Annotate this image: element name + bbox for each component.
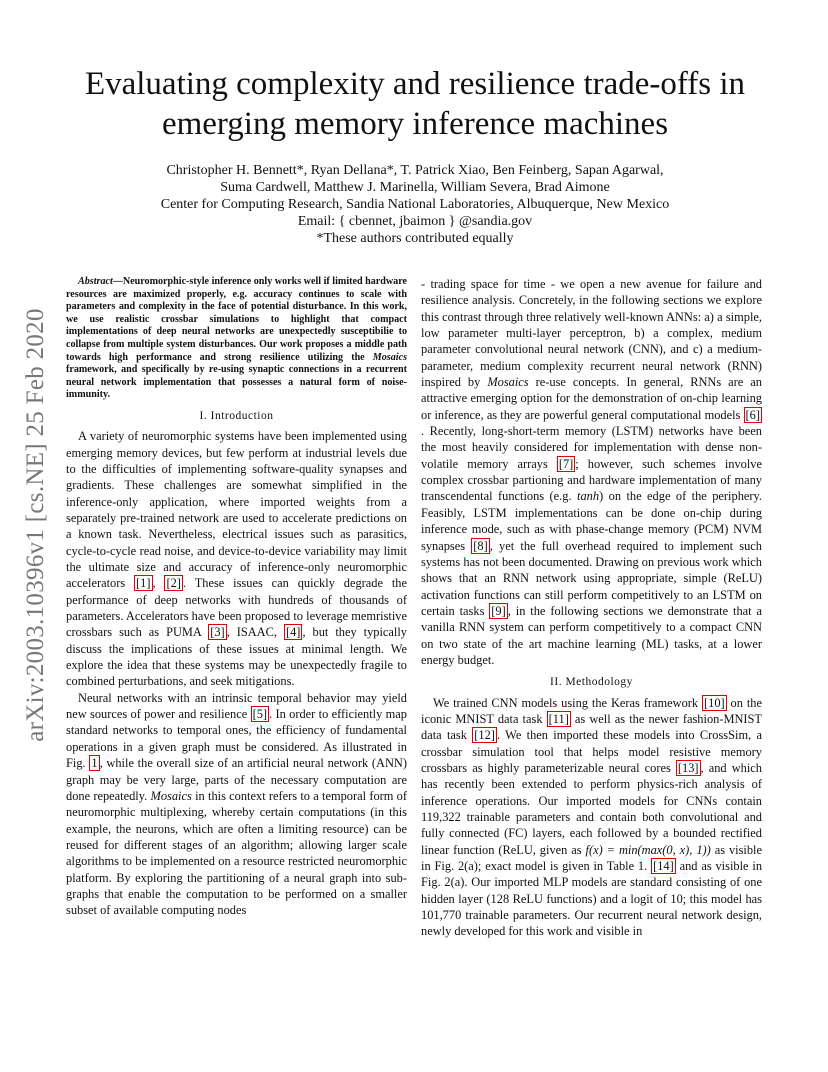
mosaics-term: Mosaics	[487, 375, 529, 390]
intro-paragraph-1	[66, 428, 407, 690]
citation-link[interactable]: [3]	[210, 625, 225, 640]
citation-link[interactable]: [9]	[491, 603, 506, 618]
abstract-label: Abstract	[78, 276, 113, 287]
intro-p1-text-b: ,	[152, 576, 165, 591]
right-column	[421, 276, 762, 940]
citation-link[interactable]: [13]	[677, 760, 699, 775]
right-p1-text-d: ; however, such schemes involve complex crossbar partioning and hardware implementation of many transcendental functions (e.g.	[421, 456, 763, 504]
right-p1-text-b: re-use concepts. In general, RNNs are an attractive emerging option for the demonstration of on-chip learning or inference, as they are powerful general computational models	[421, 375, 762, 422]
abstract	[66, 276, 407, 402]
section-heading-methodology: II. Methodology	[550, 676, 633, 689]
citation-link[interactable]: [14]	[653, 859, 674, 874]
authors-line-1: Christopher H. Bennett*, Ryan Dellana*, T. Patrick Xiao, Ben Feinberg, Sapan Agarwal,	[166, 163, 664, 178]
math-tanh: tanh	[577, 489, 600, 504]
method-text-d: . We then imported these models into CrossSim, a crossbar simulation tool that helps model resistive memory crossbars as highly parameterizable neural cores	[421, 728, 763, 775]
author-block	[60, 162, 770, 247]
intro-p2-text-d: in this context refers to a temporal form of neuromorphic multiplexing, whereby certain computations (in this example, the neurons, which are often a limiting resource) can be reused for different stages of an algorithm; allowing larger scale algorithms to be implemented on a resource restricted neuromorphic platform. By exploring the partitioning of a neural graph into sub-graphs that enable the computation to be performed on a smaller subset of available computing nodes	[66, 788, 408, 918]
abstract-mosaics: Mosaics	[372, 351, 407, 363]
method-text-f: as visible in Fig. 2(a); exact model is given in Table 1.	[421, 842, 762, 874]
citation-link[interactable]: [7]	[558, 456, 574, 471]
right-p1-text-f: , yet the full overhead required to implement such systems has not been documented. Drawing on previous work which shows that an RNN network using appropriate, simple (ReLU) activation functions can still perform competitively to an LSTM on certain tasks	[421, 538, 762, 618]
figure-link[interactable]: 1	[91, 756, 98, 771]
method-text-e: , and which has recently been extended to perform physics-rich analysis of inference operations. Our imported models for CNNs contain 119,322 trainable parameters and contain both convolutional and fully connected (FC) layers, each followed by a bounded rectified linear function (ReLU, given as	[421, 760, 763, 857]
citation-link[interactable]: [12]	[474, 728, 495, 743]
citation-link[interactable]: [6]	[745, 407, 760, 422]
intro-p1-text-e: , but they typically discuss the implications of these issues at minimal length. We explore the idea that these systems may be unexpectedly fragile to combined perturbations, and seek mitigations.	[66, 625, 407, 689]
intro-p2-text-a: Neural networks with an intrinsic temporal behavior may yield new sources of power and resilience	[66, 690, 407, 722]
method-text-a: We trained CNN models using the Keras framework	[433, 695, 702, 710]
methodology-paragraph-1	[421, 695, 762, 940]
method-text-c: as well as the newer fashion-MNIST data task	[421, 711, 763, 743]
method-text-g: and as visible in Fig. 2(a). Our imported MLP models are standard consisting of one hidden layer (128 ReLU functions) and a logit of 10; this model has 101,770 trainable parameters. Our recurrent neural network design, newly developed for this work and visible in	[421, 859, 763, 939]
right-p1-text-e: ) on the edge of the periphery. Feasibly, LSTM implementations can be done on-chip during inference mode, such as with phase-change memory (PCM) NVM synapses	[421, 489, 763, 553]
section-heading-introduction: I. Introduction	[199, 409, 274, 422]
affiliation: Center for Computing Research, Sandia National Laboratories, Albuquerque, New Mexico	[160, 197, 670, 212]
abstract-text-1: Neuromorphic-style inference only works well if limited hardware resources are maximized properly, e.g. accuracy continues to scale with parameters and complexity in the face of potential disturbance. In this work, we use realistic crossbar simulations to highlight that compact implementations of deep neural networks are unexpectedly susceptibilie to collapse from multiple system disturbances. Our work proposes a middle path towards high performance and strong resilience utilizing the	[66, 276, 407, 363]
equal-contribution-note: *These authors contributed equally	[316, 231, 514, 246]
abstract-dash: —	[112, 276, 123, 287]
intro-p1-text-a: A variety of neuromorphic systems have been implemented using emerging memory devices, but few perform at industrial levels due to the difficulties of implementing software-quality synapses and gradients. These challenges are somewhat simplified in the inference-only application, where imported weights from a separately pre-trained network are used to accelerate predictions on a known task. Nevertheless, electrical issues such as parasitics, cycle-to-cycle read noise, and device-to-device variability may limit the ultimate size and accuracy of inference-only neuromorphic accelerators	[66, 429, 407, 591]
intro-paragraph-3	[421, 276, 762, 668]
authors-line-2: Suma Cardwell, Matthew J. Marinella, William Severa, Brad Aimone	[220, 180, 610, 195]
citation-link[interactable]: [10]	[704, 695, 725, 710]
arxiv-sidebar-stamp	[12, 290, 60, 760]
citation-link[interactable]: [8]	[473, 538, 488, 553]
intro-paragraph-2	[66, 690, 407, 919]
citation-link[interactable]: [2]	[166, 576, 181, 591]
intro-p2-text-c: , while the overall size of an artificial neural network (ANN) graph may be very large, parts of the necessary computation are done repeatedly.	[66, 756, 407, 803]
citation-link[interactable]: [5]	[252, 707, 268, 722]
citation-link[interactable]: [4]	[285, 625, 301, 640]
intro-p2-text-b: . In order to efficiently map standard networks to temporal ones, the efficiency of fundamental operations in a given graph must be considered. As illustrated in Fig.	[66, 707, 407, 771]
citation-link[interactable]: [1]	[136, 576, 151, 591]
title-line-1: Evaluating complexity and resilience trade-offs in	[84, 66, 746, 102]
left-column	[66, 276, 407, 919]
method-text-b: on the iconic MNIST data task	[421, 695, 762, 726]
title-line-2: emerging memory inference machines	[161, 106, 669, 142]
arxiv-id: arXiv:2003.10396v1 [cs.NE] 25 Feb 2020	[22, 308, 49, 742]
math-relu-formula: f(x) = min(max(0, x), 1))	[585, 842, 711, 857]
abstract-text-2: framework, and specifically by re-using synaptic connections in a recurrent neural network implementation that possesses a natural form of noise-immunity.	[66, 364, 407, 401]
citation-link[interactable]: [11]	[548, 711, 569, 726]
intro-p1-text-c: . These issues can quickly degrade the performance of deep networks with hundreds of thousands of parameters. Accelerators have been proposed to leverage memristive crossbars such as PUMA	[66, 576, 408, 640]
right-p1-text-c: . Recently, long-short-term memory (LSTM) networks have been the most heavily considered for implementation with dense non-volatile memory arrays	[421, 424, 762, 471]
paper-title	[60, 64, 770, 144]
right-p1-text-g: , in the following sections we demonstrate that a vanilla RNN system can perform competitively to a compact CNN on two state of the art machine learning (ML) tasks, at a lower energy budget.	[421, 603, 763, 667]
mosaics-term: Mosaics	[150, 788, 192, 803]
intro-p1-text-d: , ISAAC,	[226, 625, 284, 640]
email: Email: { cbennet, jbaimon } @sandia.gov	[297, 214, 533, 229]
right-p1-text-a: - trading space for time - we open a new avenue for failure and resilience analysis. Concretely, in the following sections we explore this contrast through three relatively well-known ANNs: a) a simple, low parameter multi-layer perceptron, b) a complex, medium parameter convolutional neural network (CNN), and c) a medium-parameter, medium complexity recurrent neural network (RNN) inspired by	[421, 277, 762, 390]
